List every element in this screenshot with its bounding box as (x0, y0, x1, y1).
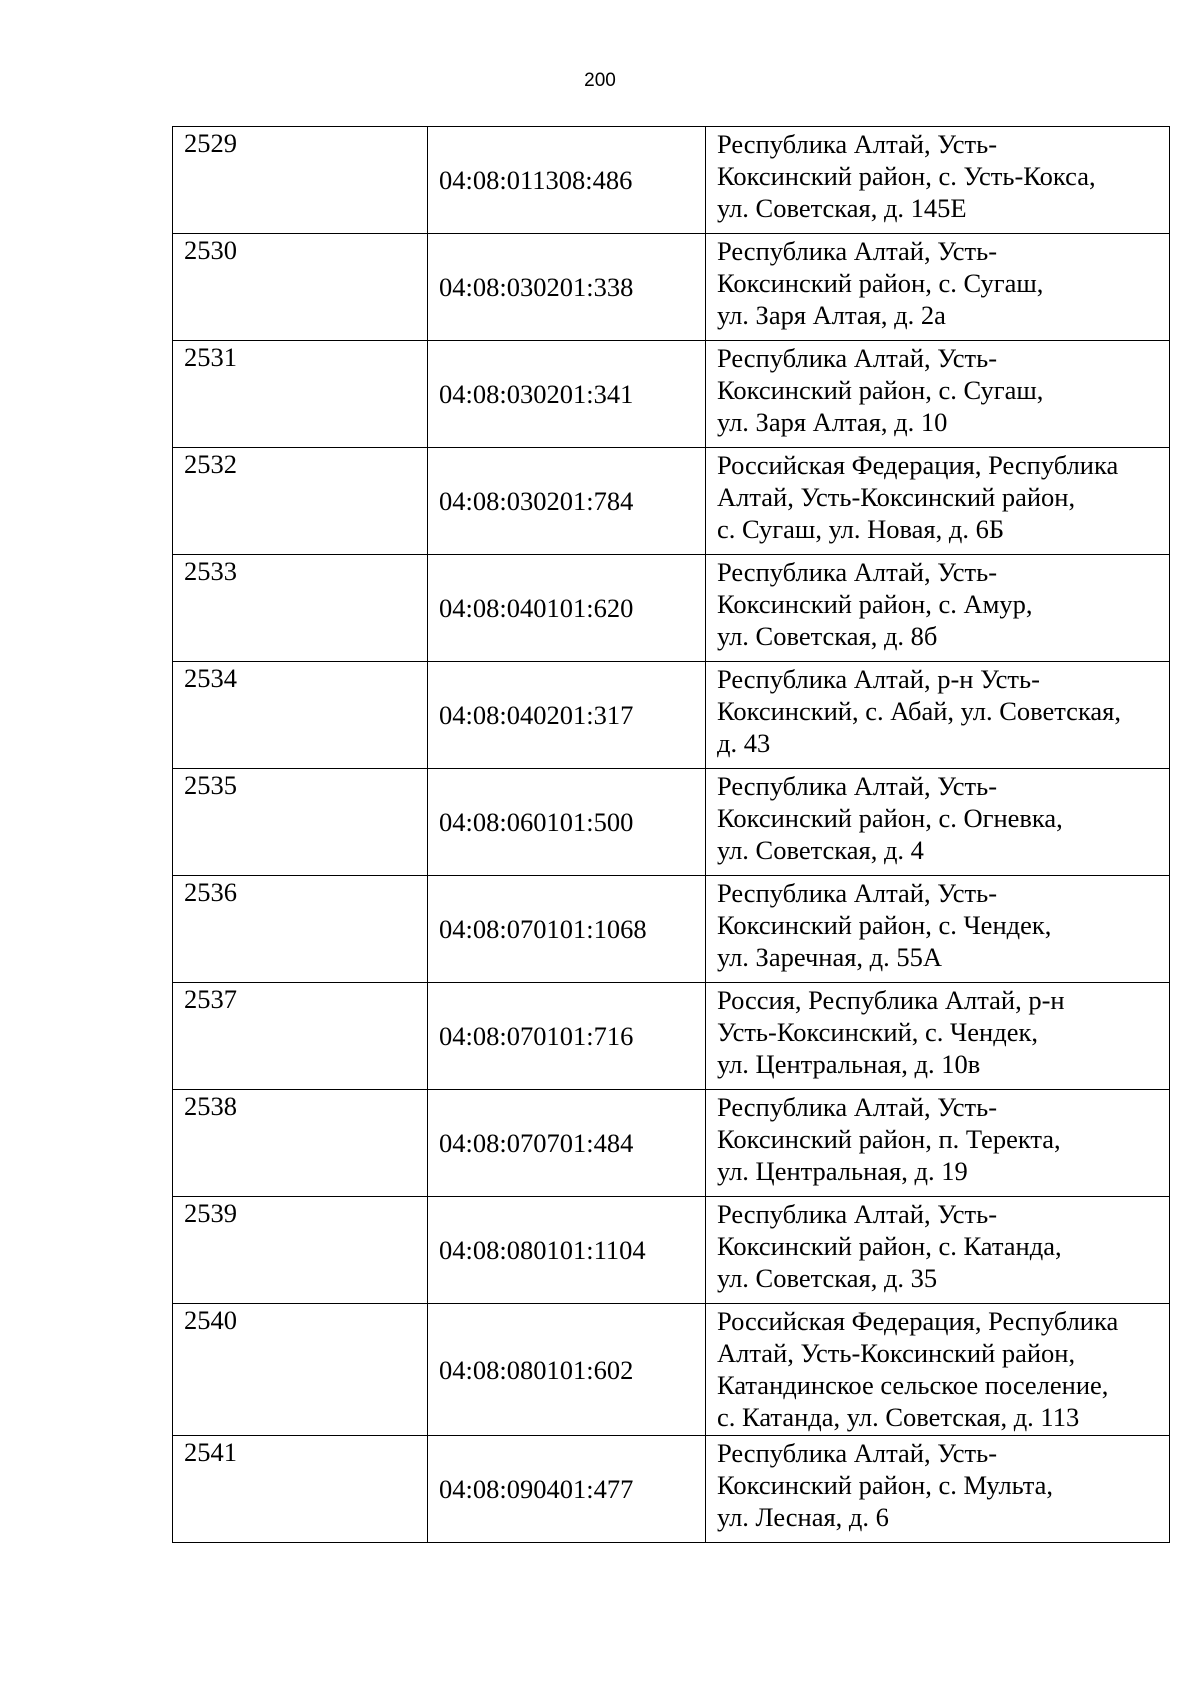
table-row (173, 341, 1170, 448)
address-cell (706, 234, 1170, 341)
property-registry-table (172, 126, 1170, 1543)
row-number-cell: 2541 (173, 1436, 428, 1543)
row-number-cell: 2534 (173, 662, 428, 769)
address-line: с. Катанда, ул. Советская, д. 113 (717, 1402, 1080, 1432)
table-row (173, 1436, 1170, 1543)
cadastral-number-cell: 04:08:070101:716 (428, 983, 706, 1090)
address-line: Алтай, Усть-Коксинский район, (717, 482, 1076, 512)
address-line: Республика Алтай, Усть- (717, 878, 998, 908)
address-line: Катандинское сельское поселение, (717, 1370, 1109, 1400)
address-line: Российская Федерация, Республика (717, 450, 1119, 480)
address-cell (706, 662, 1170, 769)
address-line: Усть-Коксинский, с. Чендек, (717, 1017, 1038, 1047)
row-number-cell: 2537 (173, 983, 428, 1090)
address-line: Республика Алтай, р-н Усть- (717, 664, 1040, 694)
table-row (173, 769, 1170, 876)
address-line: Коксинский, с. Абай, ул. Советская, (717, 696, 1121, 726)
address-line: Коксинский район, с. Усть-Кокса, (717, 161, 1096, 191)
cadastral-number-cell: 04:08:090401:477 (428, 1436, 706, 1543)
row-number-cell: 2532 (173, 448, 428, 555)
table-row (173, 983, 1170, 1090)
address-line: Коксинский район, с. Огневка, (717, 803, 1063, 833)
address-line: Республика Алтай, Усть- (717, 1199, 998, 1229)
address-line: Республика Алтай, Усть- (717, 1092, 998, 1122)
address-line: Республика Алтай, Усть- (717, 557, 998, 587)
address-line: с. Сугаш, ул. Новая, д. 6Б (717, 514, 1005, 544)
table-row (173, 876, 1170, 983)
address-cell (706, 555, 1170, 662)
address-line: Коксинский район, п. Теректа, (717, 1124, 1061, 1154)
address-line: Коксинский район, с. Мульта, (717, 1470, 1054, 1500)
cadastral-number-cell: 04:08:040101:620 (428, 555, 706, 662)
address-line: Республика Алтай, Усть- (717, 129, 998, 159)
table-row (173, 555, 1170, 662)
address-cell (706, 448, 1170, 555)
row-number-cell: 2531 (173, 341, 428, 448)
row-number-cell: 2535 (173, 769, 428, 876)
cadastral-number-cell: 04:08:030201:338 (428, 234, 706, 341)
cadastral-number-cell: 04:08:070701:484 (428, 1090, 706, 1197)
address-cell (706, 1197, 1170, 1304)
cadastral-number-cell: 04:08:080101:602 (428, 1304, 706, 1436)
address-line: Коксинский район, с. Амур, (717, 589, 1033, 619)
address-line: Коксинский район, с. Сугаш, (717, 375, 1044, 405)
address-line: д. 43 (717, 728, 771, 758)
address-line: ул. Лесная, д. 6 (717, 1502, 889, 1532)
address-line: Республика Алтай, Усть- (717, 343, 998, 373)
address-line: ул. Советская, д. 8б (717, 621, 938, 651)
address-line: Коксинский район, с. Катанда, (717, 1231, 1062, 1261)
cadastral-number-cell: 04:08:080101:1104 (428, 1197, 706, 1304)
address-cell (706, 1304, 1170, 1436)
row-number-cell: 2538 (173, 1090, 428, 1197)
page-number: 200 (584, 70, 616, 91)
table-row (173, 234, 1170, 341)
cadastral-number-cell: 04:08:060101:500 (428, 769, 706, 876)
address-cell (706, 983, 1170, 1090)
address-cell (706, 341, 1170, 448)
address-line: ул. Заря Алтая, д. 10 (717, 407, 948, 437)
address-line: ул. Советская, д. 35 (717, 1263, 938, 1293)
address-line: Россия, Республика Алтай, р-н (717, 985, 1065, 1015)
row-number-cell: 2536 (173, 876, 428, 983)
cadastral-number-cell: 04:08:030201:341 (428, 341, 706, 448)
row-number-cell: 2539 (173, 1197, 428, 1304)
address-cell (706, 876, 1170, 983)
table-row (173, 1090, 1170, 1197)
cadastral-number-cell: 04:08:011308:486 (428, 127, 706, 234)
address-cell (706, 1090, 1170, 1197)
address-line: ул. Заря Алтая, д. 2а (717, 300, 946, 330)
row-number-cell: 2533 (173, 555, 428, 662)
table-row (173, 1304, 1170, 1436)
address-line: ул. Центральная, д. 10в (717, 1049, 981, 1079)
address-line: Коксинский район, с. Чендек, (717, 910, 1052, 940)
cadastral-number-cell: 04:08:070101:1068 (428, 876, 706, 983)
table-row (173, 662, 1170, 769)
row-number-cell: 2540 (173, 1304, 428, 1436)
address-line: ул. Центральная, д. 19 (717, 1156, 968, 1186)
address-cell (706, 127, 1170, 234)
address-cell (706, 769, 1170, 876)
address-line: Коксинский район, с. Сугаш, (717, 268, 1044, 298)
cadastral-number-cell: 04:08:030201:784 (428, 448, 706, 555)
row-number-cell: 2530 (173, 234, 428, 341)
address-line: ул. Заречная, д. 55А (717, 942, 943, 972)
cadastral-number-cell: 04:08:040201:317 (428, 662, 706, 769)
table-row (173, 127, 1170, 234)
address-line: Алтай, Усть-Коксинский район, (717, 1338, 1076, 1368)
address-line: ул. Советская, д. 145Е (717, 193, 967, 223)
address-line: ул. Советская, д. 4 (717, 835, 924, 865)
row-number-cell: 2529 (173, 127, 428, 234)
table-row (173, 1197, 1170, 1304)
registry-table-body (173, 127, 1170, 1543)
table-row (173, 448, 1170, 555)
address-line: Российская Федерация, Республика (717, 1306, 1119, 1336)
address-cell (706, 1436, 1170, 1543)
address-line: Республика Алтай, Усть- (717, 771, 998, 801)
address-line: Республика Алтай, Усть- (717, 1438, 998, 1468)
address-line: Республика Алтай, Усть- (717, 236, 998, 266)
